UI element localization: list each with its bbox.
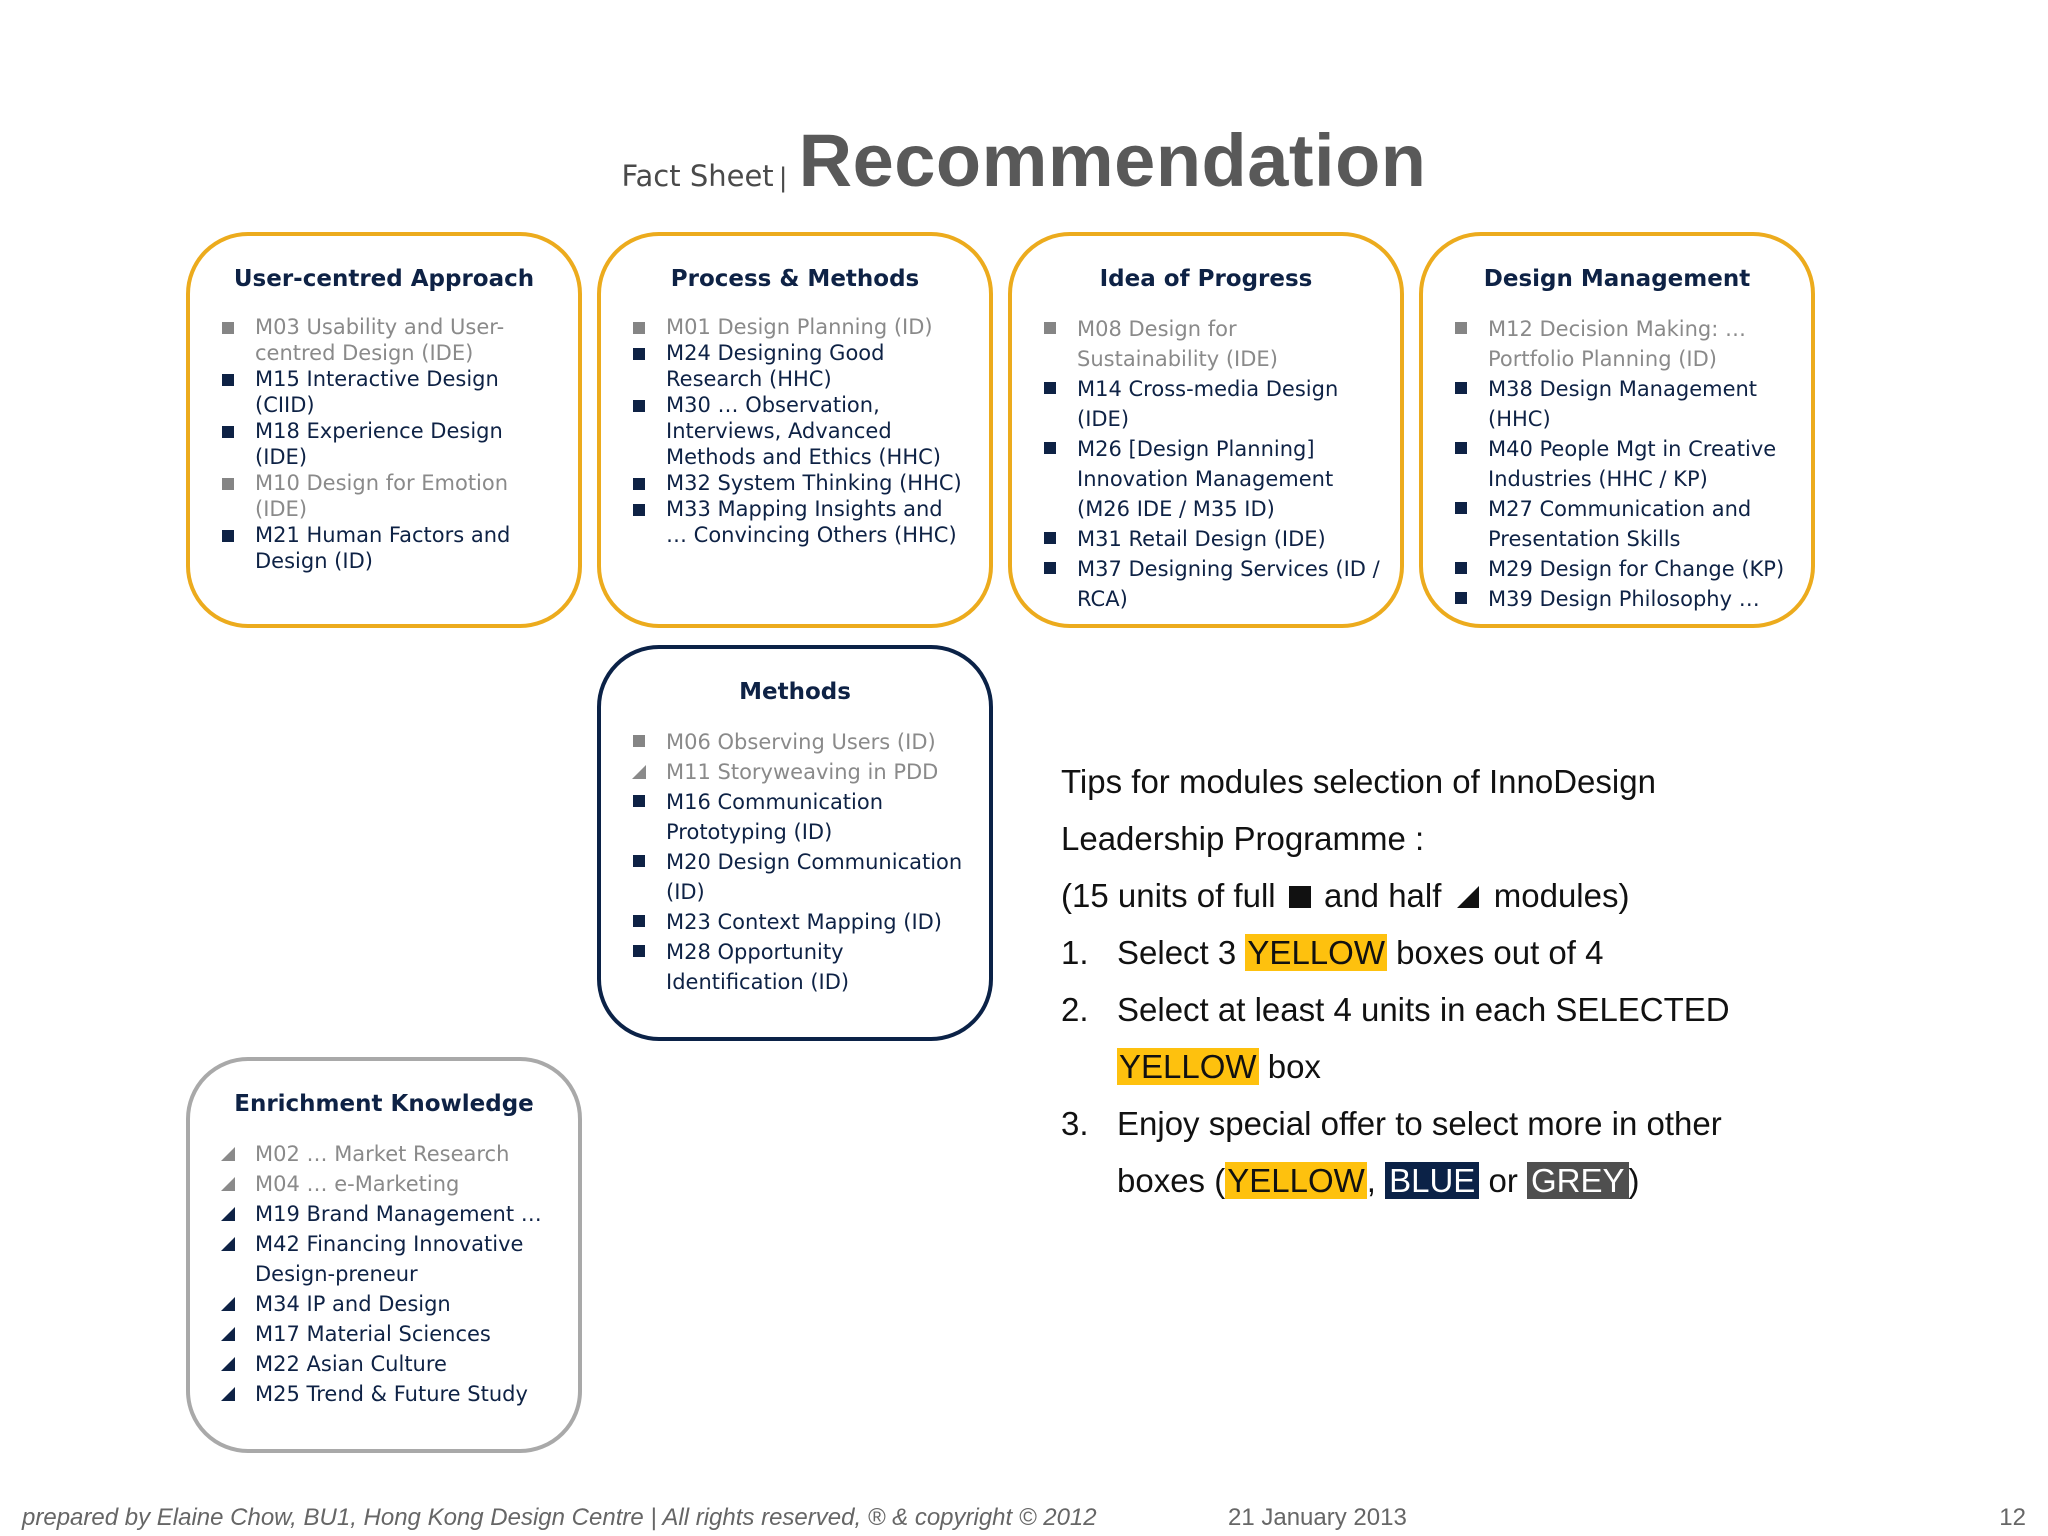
module-item (1453, 554, 1791, 584)
full-module-square-icon (633, 945, 645, 957)
step1-pre: Select 3 (1117, 934, 1237, 971)
full-module-square-icon (633, 795, 645, 807)
full-module-square-icon (1455, 322, 1467, 334)
box-enrichment-knowledge (186, 1057, 582, 1453)
module-label: M22 Asian Culture (255, 1352, 447, 1376)
step2-post: box (1267, 1048, 1321, 1085)
module-list (1453, 314, 1791, 614)
module-item (1042, 374, 1380, 434)
module-item (631, 847, 969, 907)
box-design-management (1419, 232, 1815, 628)
tips-step-2-cont (1061, 1038, 1941, 1095)
module-label: M16 Communication Prototyping (ID) (666, 790, 884, 844)
box-title: Enrichment Knowledge (234, 1091, 534, 1117)
module-label: M12 Decision Making: … Portfolio Planning (ID) (1488, 317, 1746, 371)
full-module-square-icon (1044, 562, 1056, 574)
module-label: M10 Design for Emotion (IDE) (255, 471, 509, 521)
module-item (220, 1289, 558, 1319)
step3-comma: , (1366, 1162, 1376, 1199)
full-module-square-icon (1455, 502, 1467, 514)
step-number: 1. (1061, 934, 1089, 971)
footer-credit: prepared by Elaine Chow, BU1, Hong Kong Design Centre | All rights reserved, ® & copyright © 2012 (22, 1504, 1097, 1531)
units-suffix: modules) (1493, 877, 1630, 914)
module-label: M38 Design Management (HHC) (1488, 377, 1758, 431)
module-label: M03 Usability and User-centred Design (IDE) (255, 315, 505, 365)
module-item (631, 787, 969, 847)
full-module-square-icon (1289, 886, 1311, 908)
yellow-highlight: YELLOW (1247, 934, 1385, 971)
step2-line1: Select at least 4 units in each SELECTED (1117, 991, 1730, 1028)
full-module-square-icon (1455, 442, 1467, 454)
module-label: M18 Experience Design (IDE) (255, 419, 503, 469)
full-module-square-icon (222, 530, 234, 542)
grey-highlight: GREY (1527, 1162, 1629, 1199)
module-list (1042, 314, 1380, 614)
full-module-square-icon (1455, 562, 1467, 574)
module-label: M01 Design Planning (ID) (666, 315, 933, 339)
module-list (631, 727, 969, 997)
module-label: M29 Design for Change (KP) (1488, 557, 1785, 581)
module-label: M25 Trend & Future Study (255, 1382, 528, 1406)
tips-step-1 (1061, 924, 1941, 981)
module-item (220, 1319, 558, 1349)
step1-post: boxes out of 4 (1396, 934, 1604, 971)
module-list (220, 1139, 558, 1409)
module-label: M08 Design for Sustainability (IDE) (1077, 317, 1278, 371)
box-title: User-centred Approach (233, 266, 535, 292)
box-title: Methods (739, 679, 851, 705)
module-item (1453, 434, 1791, 494)
box-title: Idea of Progress (1099, 266, 1313, 292)
full-module-square-icon (633, 322, 645, 334)
full-module-square-icon (633, 735, 645, 747)
box-idea-of-progress (1008, 232, 1404, 628)
module-item (220, 418, 558, 470)
full-module-square-icon (633, 348, 645, 360)
half-module-triangle-icon (221, 1177, 235, 1191)
full-module-square-icon (1455, 592, 1467, 604)
module-item (1453, 314, 1791, 374)
header-prefix: Fact Sheet (621, 159, 774, 193)
module-item (1453, 374, 1791, 434)
module-label: M23 Context Mapping (ID) (666, 910, 943, 934)
box-title: Design Management (1483, 266, 1751, 292)
module-label: M27 Communication and Presentation Skills (1488, 497, 1752, 551)
units-mid: and half (1323, 877, 1442, 914)
module-label: M11 Storyweaving in PDD (666, 760, 939, 784)
module-item (220, 1349, 558, 1379)
page-number: 12 (1999, 1504, 2026, 1531)
units-prefix: (15 units of full (1061, 877, 1276, 914)
module-item (1453, 584, 1791, 614)
module-label: M06 Observing Users (ID) (666, 730, 936, 754)
half-module-triangle-icon (221, 1147, 235, 1161)
module-label: M31 Retail Design (IDE) (1077, 527, 1326, 551)
module-label: M39 Design Philosophy … (1488, 587, 1760, 611)
module-label: M14 Cross-media Design (IDE) (1077, 377, 1339, 431)
module-item (631, 392, 969, 470)
full-module-square-icon (1044, 322, 1056, 334)
box-title: Process & Methods (670, 266, 920, 292)
box-process-methods (597, 232, 993, 628)
module-item (631, 757, 969, 787)
module-item (1042, 524, 1380, 554)
tips-heading-line2: Leadership Programme : (1061, 820, 1425, 857)
module-item (220, 1199, 558, 1229)
module-label: M32 System Thinking (HHC) (666, 471, 962, 495)
module-label: M30 … Observation, Interviews, Advanced Methods and Ethics (HHC) (666, 393, 941, 469)
full-module-square-icon (1044, 382, 1056, 394)
step3-line1: Enjoy special offer to select more in other (1117, 1105, 1722, 1142)
module-label: M24 Designing Good Research (HHC) (666, 341, 885, 391)
footer-date: 21 January 2013 (1228, 1504, 1407, 1531)
tips-step-3 (1061, 1095, 1941, 1152)
full-module-square-icon (633, 915, 645, 927)
full-module-square-icon (633, 478, 645, 490)
module-item (220, 1139, 558, 1169)
header-separator: | (778, 163, 788, 193)
module-item (631, 496, 969, 548)
step-number: 3. (1061, 1105, 1089, 1142)
module-label: M15 Interactive Design (CIID) (255, 367, 499, 417)
full-module-square-icon (222, 478, 234, 490)
full-module-square-icon (1044, 532, 1056, 544)
step-number: 2. (1061, 991, 1089, 1028)
module-item (220, 522, 558, 574)
module-item (631, 907, 969, 937)
tips-heading-line1: Tips for modules selection of InnoDesign (1061, 763, 1656, 800)
box-methods (597, 645, 993, 1041)
module-label: M19 Brand Management … (255, 1202, 542, 1226)
yellow-highlight: YELLOW (1119, 1048, 1257, 1085)
module-item (631, 314, 969, 340)
half-module-triangle-icon (1457, 886, 1479, 908)
module-label: M04 … e-Marketing (255, 1172, 460, 1196)
module-label: M40 People Mgt in Creative Industries (HHC / KP) (1488, 437, 1777, 491)
full-module-square-icon (222, 426, 234, 438)
full-module-square-icon (633, 504, 645, 516)
module-label: M21 Human Factors and Design (ID) (255, 523, 511, 573)
half-module-triangle-icon (221, 1207, 235, 1221)
full-module-square-icon (222, 374, 234, 386)
tips-step-2 (1061, 981, 1941, 1038)
module-item (631, 340, 969, 392)
module-item (220, 470, 558, 522)
module-label: M37 Designing Services (ID / RCA) (1077, 557, 1380, 611)
module-list (220, 314, 558, 574)
half-module-triangle-icon (221, 1327, 235, 1341)
module-item (1042, 314, 1380, 374)
module-label: M26 [Design Planning] Innovation Management (M26 IDE / M35 ID) (1077, 437, 1334, 521)
module-label: M17 Material Sciences (255, 1322, 491, 1346)
half-module-triangle-icon (221, 1237, 235, 1251)
module-label: M28 Opportunity Identification (ID) (666, 940, 850, 994)
module-label: M42 Financing Innovative Design-preneur (255, 1232, 524, 1286)
module-label: M33 Mapping Insights and … Convincing Others (HHC) (666, 497, 957, 547)
module-item (1042, 554, 1380, 614)
yellow-highlight: YELLOW (1227, 1162, 1365, 1199)
module-item (220, 1229, 558, 1289)
half-module-triangle-icon (221, 1297, 235, 1311)
slide-header (0, 118, 2048, 203)
step3-pre: boxes ( (1117, 1162, 1226, 1199)
full-module-square-icon (633, 855, 645, 867)
step3-close: ) (1628, 1162, 1640, 1199)
module-item (1453, 494, 1791, 554)
module-item (220, 1379, 558, 1409)
half-module-triangle-icon (632, 765, 646, 779)
full-module-square-icon (1455, 382, 1467, 394)
full-module-square-icon (1044, 442, 1056, 454)
tips-step-3-cont (1061, 1152, 1941, 1209)
box-user-centred-approach (186, 232, 582, 628)
full-module-square-icon (222, 322, 234, 334)
module-item (220, 314, 558, 366)
module-item (220, 366, 558, 418)
tips-panel (1061, 753, 1941, 1209)
blue-highlight: BLUE (1385, 1162, 1479, 1199)
module-item (631, 727, 969, 757)
module-list (631, 314, 969, 548)
half-module-triangle-icon (221, 1387, 235, 1401)
half-module-triangle-icon (221, 1357, 235, 1371)
full-module-square-icon (633, 400, 645, 412)
module-label: M02 … Market Research (255, 1142, 510, 1166)
module-item (1042, 434, 1380, 524)
page-title: Recommendation (798, 119, 1427, 202)
module-item (631, 470, 969, 496)
module-label: M34 IP and Design (255, 1292, 451, 1316)
module-item (631, 937, 969, 997)
tips-units-line (1061, 867, 1941, 924)
module-item (220, 1169, 558, 1199)
module-label: M20 Design Communication (ID) (666, 850, 963, 904)
step3-or: or (1488, 1162, 1518, 1199)
